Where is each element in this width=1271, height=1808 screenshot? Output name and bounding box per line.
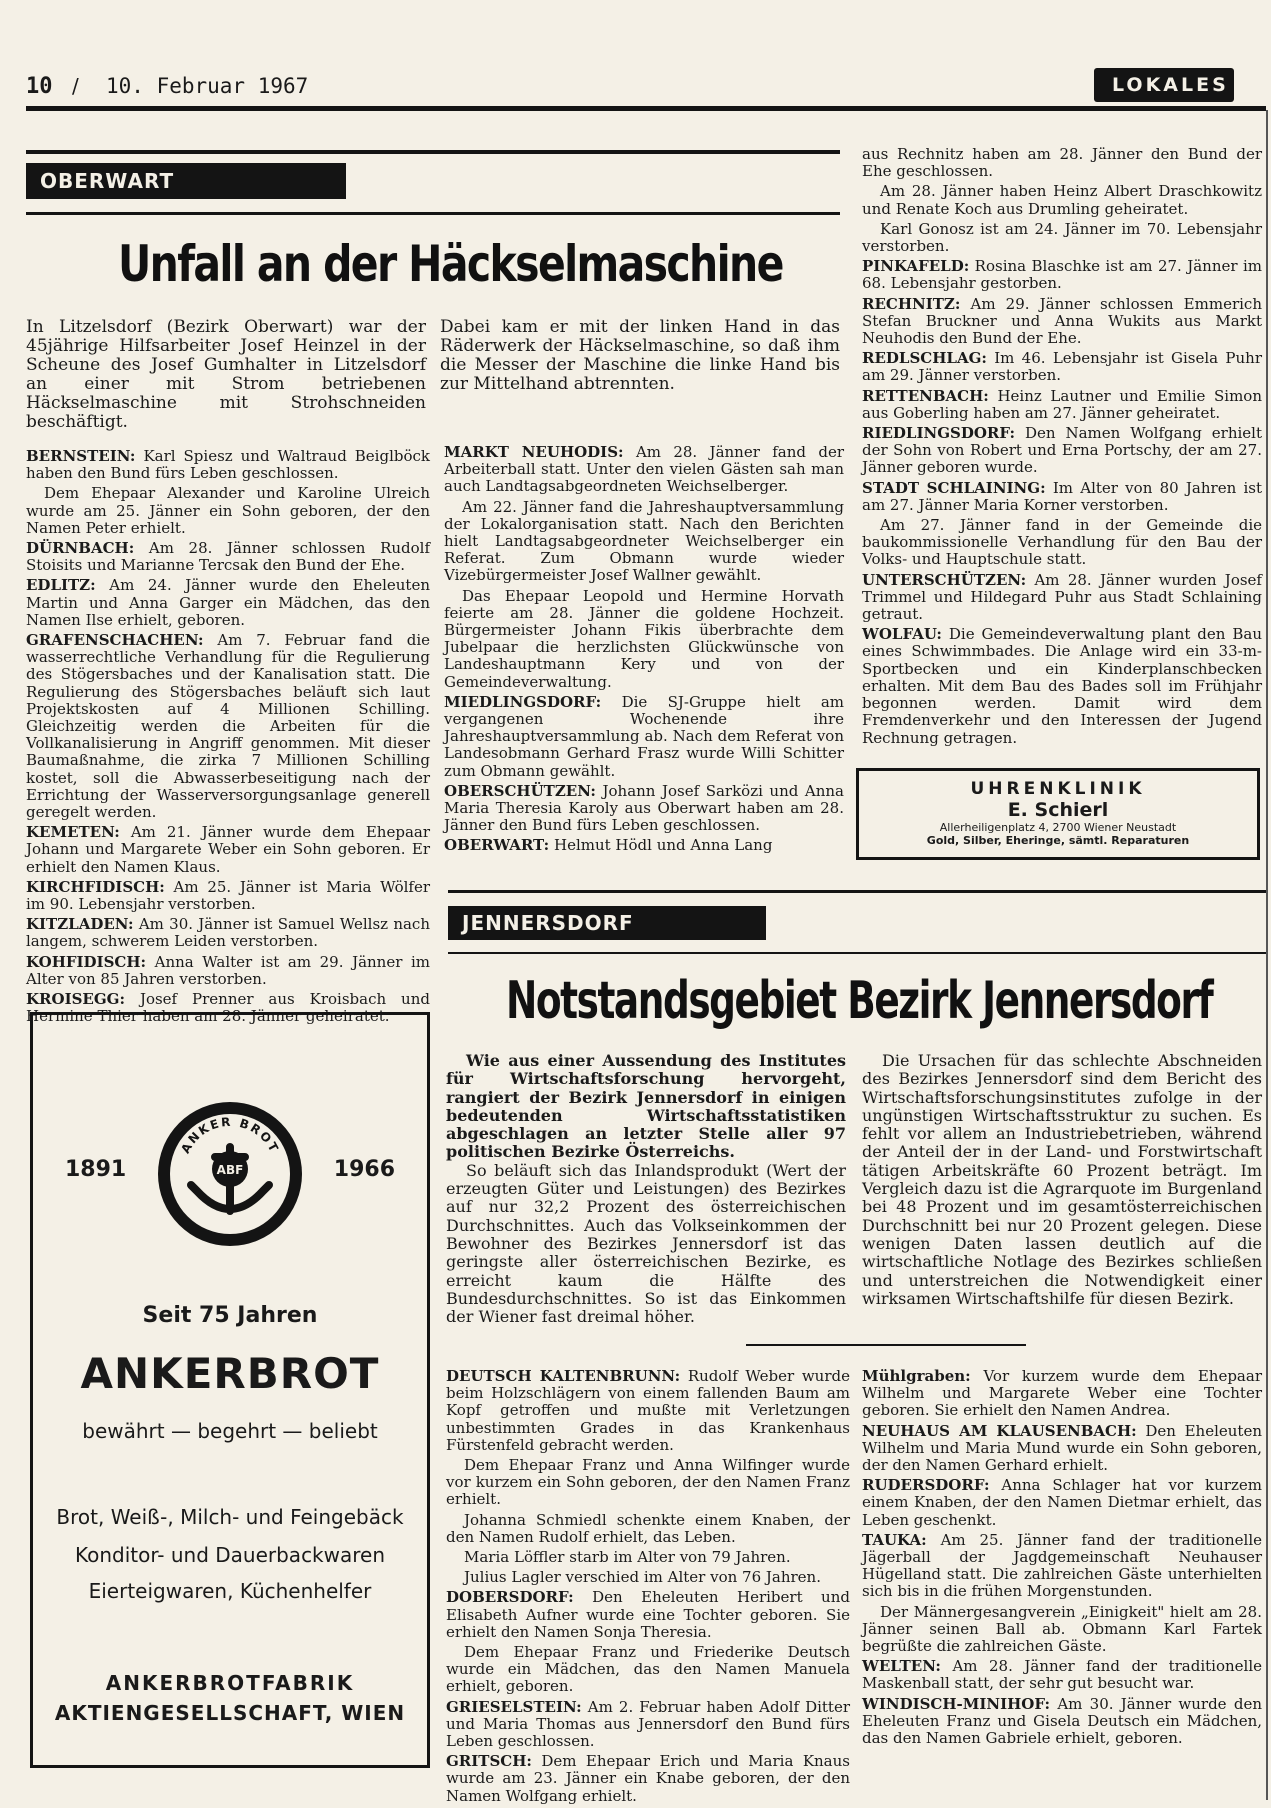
news-item: Dem Ehepaar Franz und Anna Wilfinger wurde vor kurzem ein Sohn geboren, der den Namen Franz erhielt. bbox=[446, 1456, 850, 1509]
oberwart-intro-left: In Litzelsdorf (Bezirk Oberwart) war der 45jährige Hilfsarbeiter Josef Heinzel in der Scheune des Josef Gumhalter in Litzelsdorf an einer mit Strom betriebenen Häckselmaschine mit Strohschneiden beschäftigt. bbox=[26, 317, 426, 432]
ankerbrot-year-left: 1891 bbox=[65, 1157, 127, 1182]
news-item: EDLITZ: Am 24. Jänner wurde den Eheleuten Martin und Anna Garger ein Mädchen, das den Namen Ilse erhielt, geboren. bbox=[26, 576, 430, 629]
uhrenklinik-title: UHRENKLINIK bbox=[970, 779, 1146, 799]
news-item: GRAFENSCHACHEN: Am 7. Februar fand die wasserrechtliche Verhandlung für die Regulierung des Stögersbaches und der Kanalisation statt. Die Regulierung des Stögersbaches beläuft sich laut Projektskosten auf 4 Millionen Schilling. Gleichzeitig werden die Arbeiten für die Vollkanalisierung in Angriff genommen. Mit dieser Baumaßnahme, die zirka 7 Millionen Schilling kostet, soll die Abwasserbeseitigung nach der Errichtung der Wasserversorgungsanlage generell geregelt werden. bbox=[26, 631, 430, 822]
ankerbrot-brand: ANKERBROT bbox=[80, 1349, 380, 1398]
news-item: UNTERSCHÜTZEN: Am 28. Jänner wurden Josef Trimmel und Hildegard Puhr aus Stadt Schlaining getraut. bbox=[862, 570, 1262, 624]
uhrenklinik-name: E. Schierl bbox=[1007, 799, 1109, 821]
jennersdorf-column-1 bbox=[446, 1368, 850, 1808]
ankerbrot-company-1: ANKERBROTFABRIK bbox=[105, 1671, 355, 1695]
oberwart-column-1 bbox=[26, 448, 430, 1029]
issue-date: 10. Februar 1967 bbox=[106, 74, 309, 98]
headline-oberwart: Unfall an der Häckselmaschine bbox=[118, 235, 783, 293]
uhrenklinik-ad bbox=[856, 768, 1260, 860]
news-item: KOHFIDISCH: Anna Walter ist am 29. Jänner im Alter von 85 Jahren verstorben. bbox=[26, 952, 430, 988]
ankerbrot-ad bbox=[30, 1012, 430, 1768]
news-item: DOBERSDORF: Den Eheleuten Heribert und Elisabeth Aufner wurde eine Tochter geboren. Sie erhielt den Namen Sonja Theresia. bbox=[446, 1588, 850, 1641]
news-item: WOLFAU: Die Gemeindeverwaltung plant den Bau eines Schwimmbades. Die Anlage wird ein 33-m-Sportbecken und ein Kinderplanschbecken erhalten. Mit dem Bau des Bades soll im Frühjahr begonnen werden. Damit wird dem Fremdenverkehr und den Interessen der Jugend Rechnung getragen. bbox=[862, 625, 1262, 747]
news-item: Johanna Schmiedl schenkte einem Knaben, der den Namen Rudolf erhielt, das Leben. bbox=[446, 1510, 850, 1546]
headline-jennersdorf: Notstandsgebiet Bezirk Jennersdorf bbox=[506, 971, 1213, 1031]
news-item: GRIESELSTEIN: Am 2. Februar haben Adolf Ditter und Maria Thomas aus Jennersdorf den Bund fürs Leben geschlossen. bbox=[446, 1697, 850, 1751]
news-item: RIEDLINGSDORF: Den Namen Wolfgang erhielt der Sohn von Robert und Erna Portschy, der am 27. Jänner geboren wurde. bbox=[862, 424, 1262, 477]
ankerbrot-products-3: Eierteigwaren, Küchenhelfer bbox=[88, 1579, 372, 1603]
ankerbrot-slogan: bewährt — begehrt — beliebt bbox=[82, 1419, 378, 1443]
jennersdorf-lead-column bbox=[446, 1052, 846, 1326]
news-item: Am 28. Jänner haben Heinz Albert Draschkowitz und Renate Koch aus Drumling geheiratet. bbox=[862, 182, 1262, 218]
news-item: TAUKA: Am 25. Jänner fand der traditionelle Jägerball der Jagdgemeinschaft Neuhauser Hügelland statt. Die zahlreichen Gäste unterhielten sich bis in die frühen Morgenstunden. bbox=[862, 1530, 1262, 1601]
jennersdorf-under-rule bbox=[448, 952, 1266, 954]
news-item: MARKT NEUHODIS: Am 28. Jänner fand der Arbeiterball statt. Unter den vielen Gästen sah man auch Landtagsabgeordneten Weichselberger. bbox=[444, 443, 844, 496]
ankerbrot-company-2: AKTIENGESELLSCHAFT, WIEN bbox=[54, 1701, 406, 1725]
news-item: aus Rechnitz haben am 28. Jänner den Bund der Ehe geschlossen. bbox=[862, 145, 1262, 181]
news-item: Dem Ehepaar Alexander und Karoline Ulreich wurde am 25. Jänner ein Sohn geboren, der den Namen Peter erhielt. bbox=[26, 484, 430, 537]
news-item: KROISEGG: Josef Prenner aus Kroisbach und Hermine Thier haben am 28. Jänner geheiratet. bbox=[26, 990, 430, 1026]
news-item: Karl Gonosz ist am 24. Jänner im 70. Lebensjahr verstorben. bbox=[862, 219, 1262, 256]
ankerbrot-since: Seit 75 Jahren bbox=[142, 1303, 318, 1328]
jennersdorf-lead-bold: Wie aus einer Aussendung des Institutes für Wirtschaftsforschung hervorgeht, rangiert der Bezirk Jennersdorf in einigen bedeutenden Wirtschaftsstatistiken abgeschlagen an letzter Stelle aller 97 politischen Bezirke Österreichs. bbox=[446, 1051, 846, 1162]
logo-center-text: ABF bbox=[216, 1163, 244, 1177]
news-item: REDLSCHLAG: Im 46. Lebensjahr ist Gisela Puhr am 29. Jänner verstorben. bbox=[862, 349, 1262, 385]
news-item: DÜRNBACH: Am 28. Jänner schlossen Rudolf Stoisits und Marianne Tercsak den Bund der Ehe. bbox=[26, 539, 430, 575]
ankerbrot-year-right: 1966 bbox=[333, 1157, 395, 1182]
news-item: STADT SCHLAINING: Im Alter von 80 Jahren ist am 27. Jänner Maria Korner verstorben. bbox=[862, 478, 1262, 514]
ankerbrot-products-1: Brot, Weiß-, Milch- und Feingebäck bbox=[56, 1505, 404, 1529]
news-item: Dem Ehepaar Franz und Friederike Deutsch wurde ein Mädchen, das den Namen Manuela erhielt, geboren. bbox=[446, 1643, 850, 1696]
news-item: KITZLADEN: Am 30. Jänner ist Samuel Wellsz nach langem, schwerem Leiden verstorben. bbox=[26, 915, 430, 951]
news-item: RETTENBACH: Heinz Lautner und Emilie Simon aus Goberling haben am 27. Jänner geheiratet. bbox=[862, 386, 1262, 422]
ankerbrot-products-2: Konditor- und Dauerbackwaren bbox=[74, 1543, 386, 1567]
news-item: BERNSTEIN: Karl Spiesz und Waltraud Beiglböck haben den Bund fürs Leben geschlossen. bbox=[26, 447, 430, 483]
jennersdorf-mid-rule bbox=[746, 1344, 1026, 1346]
section-label-lokales: LOKALES bbox=[1094, 68, 1234, 102]
uhrenklinik-services: Gold, Silber, Eheringe, sämtl. Reparaturen bbox=[926, 834, 1190, 847]
news-item: NEUHAUS AM KLAUSENBACH: Den Eheleuten Wilhelm und Maria Mund wurde ein Sohn geboren, der den Namen Gerhard erhielt. bbox=[862, 1421, 1262, 1475]
page-number-separator: / bbox=[72, 74, 79, 98]
section-label-oberwart: OBERWART bbox=[26, 163, 346, 199]
oberwart-column-3 bbox=[862, 146, 1262, 750]
news-item: MIEDLINGSDORF: Die SJ-Gruppe hielt am vergangenen Wochenende ihre Jahreshauptversammlung ab. Nach dem Referat von Landesobmann Gerhard Frasz wurde Willi Schitter zum Obmann gewählt. bbox=[444, 692, 844, 780]
news-item: RECHNITZ: Am 29. Jänner schlossen Emmerich Stefan Bruckner und Anna Wukits aus Markt Neuhodis den Bund der Ehe. bbox=[862, 294, 1262, 348]
page-number: 10 bbox=[26, 74, 53, 99]
section-label-jennersdorf: JENNERSDORF bbox=[448, 906, 766, 940]
oberwart-column-2 bbox=[444, 444, 844, 858]
news-item: Am 27. Jänner fand in der Gemeinde die baukommissionelle Verhandlung für den Bau der Volks- und Hauptschule statt. bbox=[862, 516, 1262, 569]
news-item: GRITSCH: Dem Ehepaar Erich und Maria Knaus wurde am 23. Jänner ein Knabe geboren, der den Namen Wolfgang erhielt. bbox=[446, 1752, 850, 1805]
news-item: PINKAFELD: Rosina Blaschke ist am 27. Jänner im 68. Lebensjahr gestorben. bbox=[862, 257, 1262, 293]
header-rule bbox=[26, 106, 1266, 111]
news-item: Maria Löffler starb im Alter von 79 Jahren. bbox=[464, 1548, 791, 1567]
uhrenklinik-address: Allerheiligenplatz 4, 2700 Wiener Neustadt bbox=[939, 821, 1177, 834]
logo-top-text: ANKER BROT bbox=[178, 1114, 282, 1156]
news-item: OBERSCHÜTZEN: Johann Josef Sarközi und Anna Maria Theresia Karoly aus Oberwart haben am 28. Jänner den Bund fürs Leben geschlossen. bbox=[444, 781, 844, 835]
jennersdorf-top-rule bbox=[448, 890, 1266, 893]
news-item: RUDERSDORF: Anna Schlager hat vor kurzem einem Knaben, der den Namen Dietmar erhielt, das Leben geschenkt. bbox=[862, 1476, 1262, 1529]
news-item: KEMETEN: Am 21. Jänner wurde dem Ehepaar Johann und Margarete Weber ein Sohn geboren. Er erhielt den Namen Klaus. bbox=[26, 823, 430, 876]
oberwart-intro-right: Dabei kam er mit der linken Hand in das Räderwerk der Häckselmaschine, so daß ihm die Messer der Maschine die linke Hand bis zur Mittelhand abtrennten. bbox=[440, 317, 840, 394]
jennersdorf-right-text: Die Ursachen für das schlechte Abschneiden des Bezirkes Jennersdorf sind dem Bericht des Wirtschaftsforschungsinstitutes zufolge in der ungünstigen Wirtschaftsstruktur zu suchen. Es fehlt vor allem an Industriebetrieben, während der Anteil der in der Land- und Forstwirtschaft tätigen Arbeitskräfte 60 Prozent beträgt. Im Vergleich dazu ist die Agrarquote im Burgenland bei 48 Prozent und im gesamtösterreichischen Durchschnitt bei nur 20 Prozent gelegen. Diese wenigen Daten lassen deutlich auf die wirtschaftliche Notlage des Bezirkes schließen und unterstreichen die Notwendigkeit einer wirksamen Wirtschaftshilfe für diesen Bezirk. bbox=[862, 1051, 1262, 1308]
news-item: WINDISCH-MINIHOF: Am 30. Jänner wurde den Eheleuten Franz und Gisela Deutsch ein Mädchen, das den Namen Gabriele erhielt, geboren. bbox=[862, 1694, 1262, 1748]
news-item: Der Männergesangverein „Einigkeit" hielt am 28. Jänner seinen Ball ab. Obmann Karl Fartek begrüßte die zahlreichen Gäste. bbox=[862, 1602, 1262, 1656]
jennersdorf-column-2 bbox=[862, 1368, 1262, 1750]
oberwart-under-rule bbox=[26, 212, 840, 215]
news-item: Julius Lagler verschied im Alter von 76 Jahren. bbox=[464, 1568, 821, 1587]
page-edge-rule bbox=[1266, 110, 1268, 1800]
news-item: Mühlgraben: Vor kurzem wurde dem Ehepaar Wilhelm und Margarete Weber eine Tochter geboren. Sie erhielt den Namen Andrea. bbox=[862, 1367, 1262, 1420]
news-item: KIRCHFIDISCH: Am 25. Jänner ist Maria Wölfer im 90. Lebensjahr verstorben. bbox=[26, 877, 430, 914]
news-item: WELTEN: Am 28. Jänner fand der traditionelle Maskenball statt, der sehr gut besucht war. bbox=[862, 1657, 1262, 1693]
news-item: DEUTSCH KALTENBRUNN: Rudolf Weber wurde beim Holzschlägern von einem fallenden Baum am Kopf getroffen und mußte mit Verletzungen unbestimmten Grades in das Krankenhaus Fürstenfeld gebracht werden. bbox=[446, 1367, 850, 1454]
anchor-logo-icon bbox=[155, 1099, 305, 1249]
oberwart-top-rule bbox=[26, 150, 840, 154]
news-item: Am 22. Jänner fand die Jahreshauptversammlung der Lokalorganisation statt. Nach den Berichten hielt Landtagsabgeordneter Weichselberger ein Referat. Zum Obmann wurde wieder Vizebürgermeister Josef Wallner gewählt. bbox=[444, 497, 844, 585]
news-item: Das Ehepaar Leopold und Hermine Horvath feierte am 28. Jänner die goldene Hochzeit. Bürgermeister Johann Fikis überbrachte dem Jubelpaar die herzlichsten Glückwünsche von Landeshauptmann Kery und von der Gemeindeverwaltung. bbox=[444, 586, 844, 691]
news-item: OBERWART: Helmut Hödl und Anna Lang bbox=[444, 836, 773, 855]
jennersdorf-lead-text: So beläuft sich das Inlandsprodukt (Wert der erzeugten Güter und Leistungen) des Bezirkes auf nur 32,2 Prozent des österreichischen Durchschnittes. Auch das Volkseinkommen der Bewohner des Bezirkes Jennersdorf ist das geringste aller österreichischen Bezirke, es erreicht kaum die Hälfte des Bundesdurchschnittes. So ist das Einkommen der Wiener fast dreimal höher. bbox=[446, 1160, 846, 1327]
